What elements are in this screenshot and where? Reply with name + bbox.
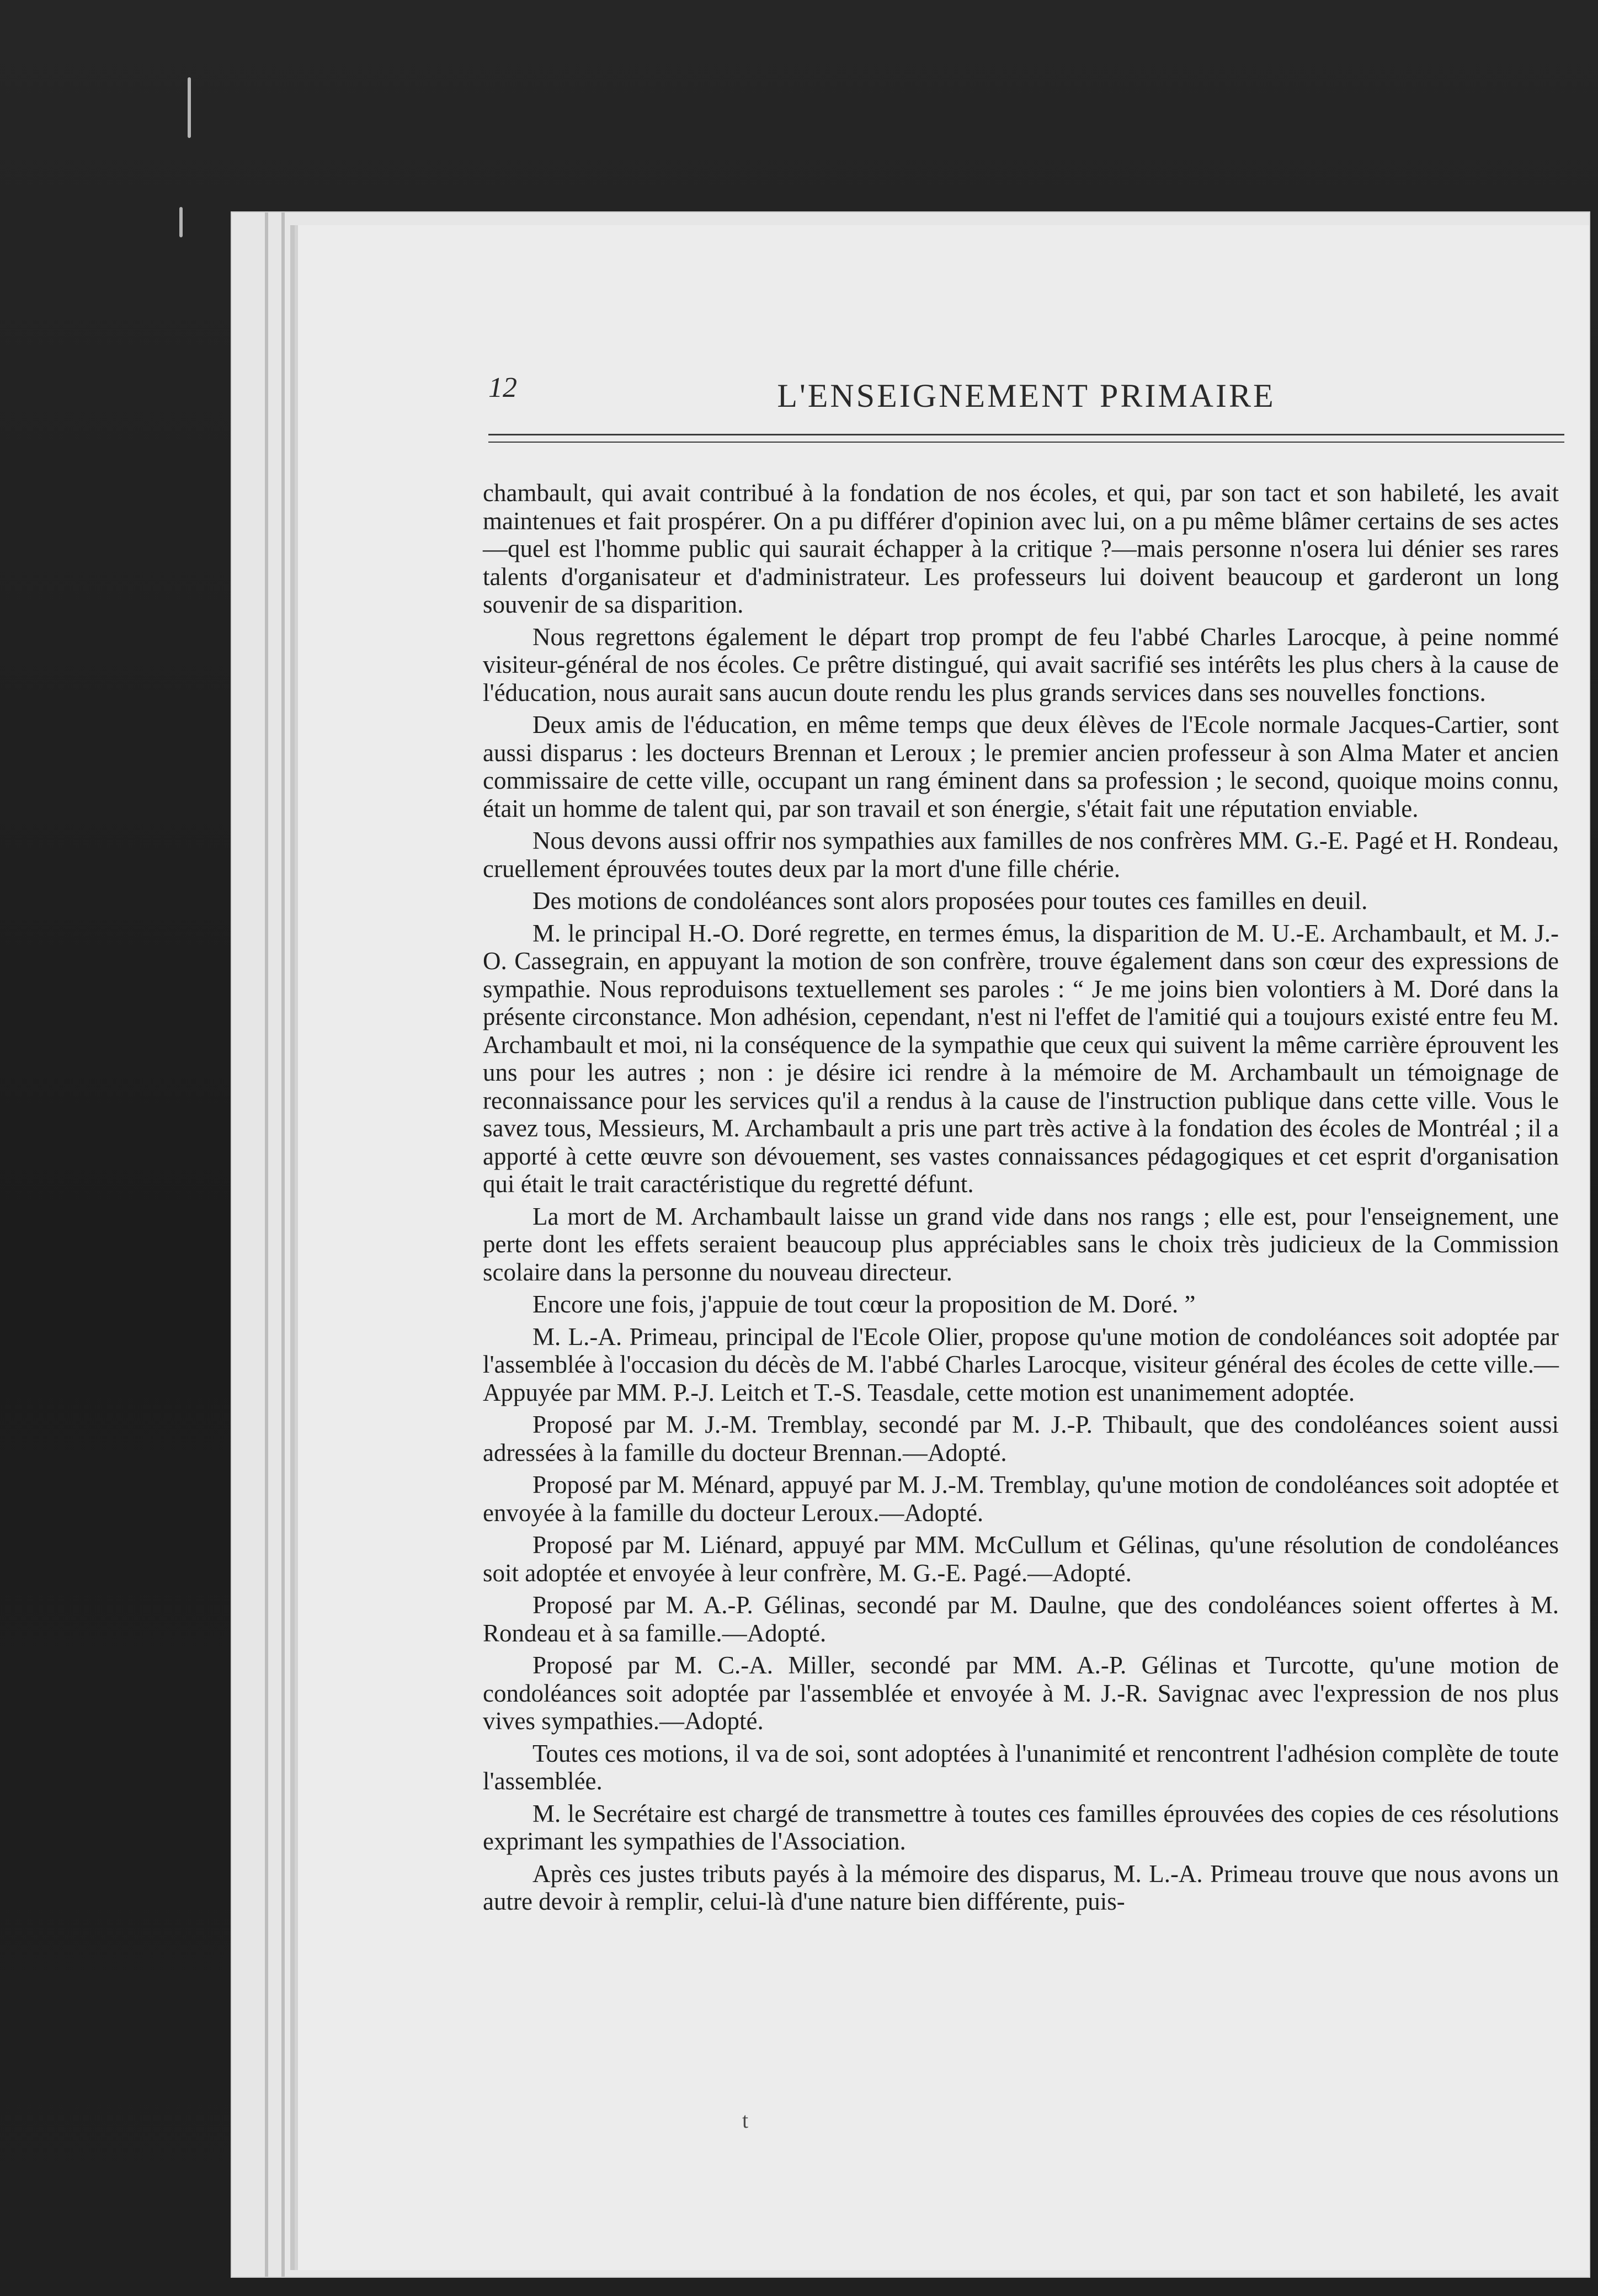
paragraph: La mort de M. Archambault laisse un grand vide dans nos rangs ; elle est, pour l'enseignement, une perte dont les effets seraient beaucoup plus appréciables sans le choix très judicieux de la Commission scolaire dans la personne du nouveau directeur. xyxy=(483,1202,1559,1286)
header-rule xyxy=(488,434,1564,435)
page-number: 12 xyxy=(488,372,517,403)
paragraph: M. L.-A. Primeau, principal de l'Ecole Olier, propose qu'une motion de condoléances soit adoptée par l'assemblée à l'occasion du décès de M. l'abbé Charles Larocque, visiteur général des écoles de cette ville.—Appuyée par MM. P.-J. Leitch et T.-S. Teasdale, cette motion est unanimement adoptée. xyxy=(483,1322,1559,1406)
header-rule xyxy=(488,442,1564,443)
scan-artifact-mark xyxy=(188,77,191,138)
footer-mark: t xyxy=(742,2108,749,2133)
page-edge xyxy=(265,212,268,2277)
paragraph: Proposé par M. A.-P. Gélinas, secondé par M. Daulne, que des condoléances soient offertes à M. Rondeau et à sa famille.—Adopté. xyxy=(483,1591,1559,1647)
paragraph: Proposé par M. Ménard, appuyé par M. J.-M. Tremblay, qu'une motion de condoléances soit adoptée et envoyée à la famille du docteur Leroux.—Adopté. xyxy=(483,1471,1559,1527)
paragraph: Proposé par M. Liénard, appuyé par MM. McCullum et Gélinas, qu'une résolution de condoléances soit adoptée et envoyée à leur confrère, M. G.-E. Pagé.—Adopté. xyxy=(483,1531,1559,1587)
scan-artifact-mark xyxy=(179,207,183,237)
paragraph: Nous devons aussi offrir nos sympathies aux familles de nos confrères MM. G.-E. Pagé et H. Rondeau, cruellement éprouvées toutes deux par la mort d'une fille chérie. xyxy=(483,827,1559,883)
paragraph: chambault, qui avait contribué à la fondation de nos écoles, et qui, par son tact et son habileté, les avait maintenues et fait prospérer. On a pu différer d'opinion avec lui, on a pu même blâmer certains de ses actes—quel est l'homme public qui saurait échapper à la critique ?—mais personne n'osera lui dénier ses rares talents d'organisateur et d'administrateur. Les professeurs lui doivent beaucoup et garderont un long souvenir de sa disparition. xyxy=(483,479,1559,618)
paragraph: M. le Secrétaire est chargé de transmettre à toutes ces familles éprouvées des copies de ces résolutions exprimant les sympathies de l'Association. xyxy=(483,1799,1559,1855)
page-edge xyxy=(281,212,285,2277)
paragraph: Proposé par M. C.-A. Miller, secondé par MM. A.-P. Gélinas et Turcotte, qu'une motion de condoléances soit adoptée par l'assemblée et envoyée à M. J.-R. Savignac avec l'expression de nos plus vives sympathies.—Adopté. xyxy=(483,1651,1559,1735)
paragraph: Nous regrettons également le départ trop prompt de feu l'abbé Charles Larocque, à peine nommé visiteur-général de nos écoles. Ce prêtre distingué, qui avait sacrifié ses intérêts les plus chers à la cause de l'éducation, nous aurait sans aucun doute rendu les plus grands services dans ses nouvelles fonctions. xyxy=(483,623,1559,706)
running-title: L'ENSEIGNEMENT PRIMAIRE xyxy=(777,378,1276,414)
paragraph: M. le principal H.-O. Doré regrette, en termes émus, la disparition de M. U.-E. Archambault, et M. J.-O. Cassegrain, en appuyant la motion de son confrère, trouve également dans son cœur des expressions de sympathie. Nous reproduisons textuellement ses paroles : “ Je me joins bien volontiers à M. Doré dans la présente circonstance. Mon adhésion, cependant, n'est ni l'effet de l'amitié qui a toujours existé entre feu M. Archambault et moi, ni la conséquence de la sympathie que ceux qui suivent la même carrière éprouvent les uns pour les autres ; non : je désire ici rendre à la mémoire de M. Archambault un témoignage de reconnaissance pour les services qu'il a rendus à la cause de l'instruction publique dans cette ville. Vous le savez tous, Messieurs, M. Archambault a pris une part très active à la fondation des écoles de Montréal ; il a apporté à cette œuvre son dévouement, ses vastes connaissances pédagogiques et cet esprit d'organisation qui était le trait caractéristique du regretté défunt. xyxy=(483,919,1559,1198)
book-page xyxy=(298,225,1589,2270)
paragraph: Des motions de condoléances sont alors proposées pour toutes ces familles en deuil. xyxy=(532,887,1368,915)
paragraph: Deux amis de l'éducation, en même temps que deux élèves de l'Ecole normale Jacques-Cartier, sont aussi disparus : les docteurs Brennan et Leroux ; le premier ancien professeur à son Alma Mater et ancien commissaire de cette ville, occupant un rang éminent dans sa profession ; le second, quoique moins connu, était un homme de talent qui, par son travail et son énergie, s'était fait une réputation enviable. xyxy=(483,711,1559,822)
paragraph: Après ces justes tributs payés à la mémoire des disparus, M. L.-A. Primeau trouve que nous avons un autre devoir à remplir, celui-là d'une nature bien différente, puis- xyxy=(483,1859,1559,1915)
paragraph: Encore une fois, j'appuie de tout cœur la proposition de M. Doré. ” xyxy=(532,1290,1196,1318)
body-text xyxy=(483,479,1559,1920)
page-header xyxy=(488,360,1564,421)
paragraph: Toutes ces motions, il va de soi, sont adoptées à l'unanimité et rencontrent l'adhésion complète de toute l'assemblée. xyxy=(483,1739,1559,1795)
paragraph: Proposé par M. J.-M. Tremblay, secondé par M. J.-P. Thibault, que des condoléances soient aussi adressées à la famille du docteur Brennan.—Adopté. xyxy=(483,1411,1559,1466)
